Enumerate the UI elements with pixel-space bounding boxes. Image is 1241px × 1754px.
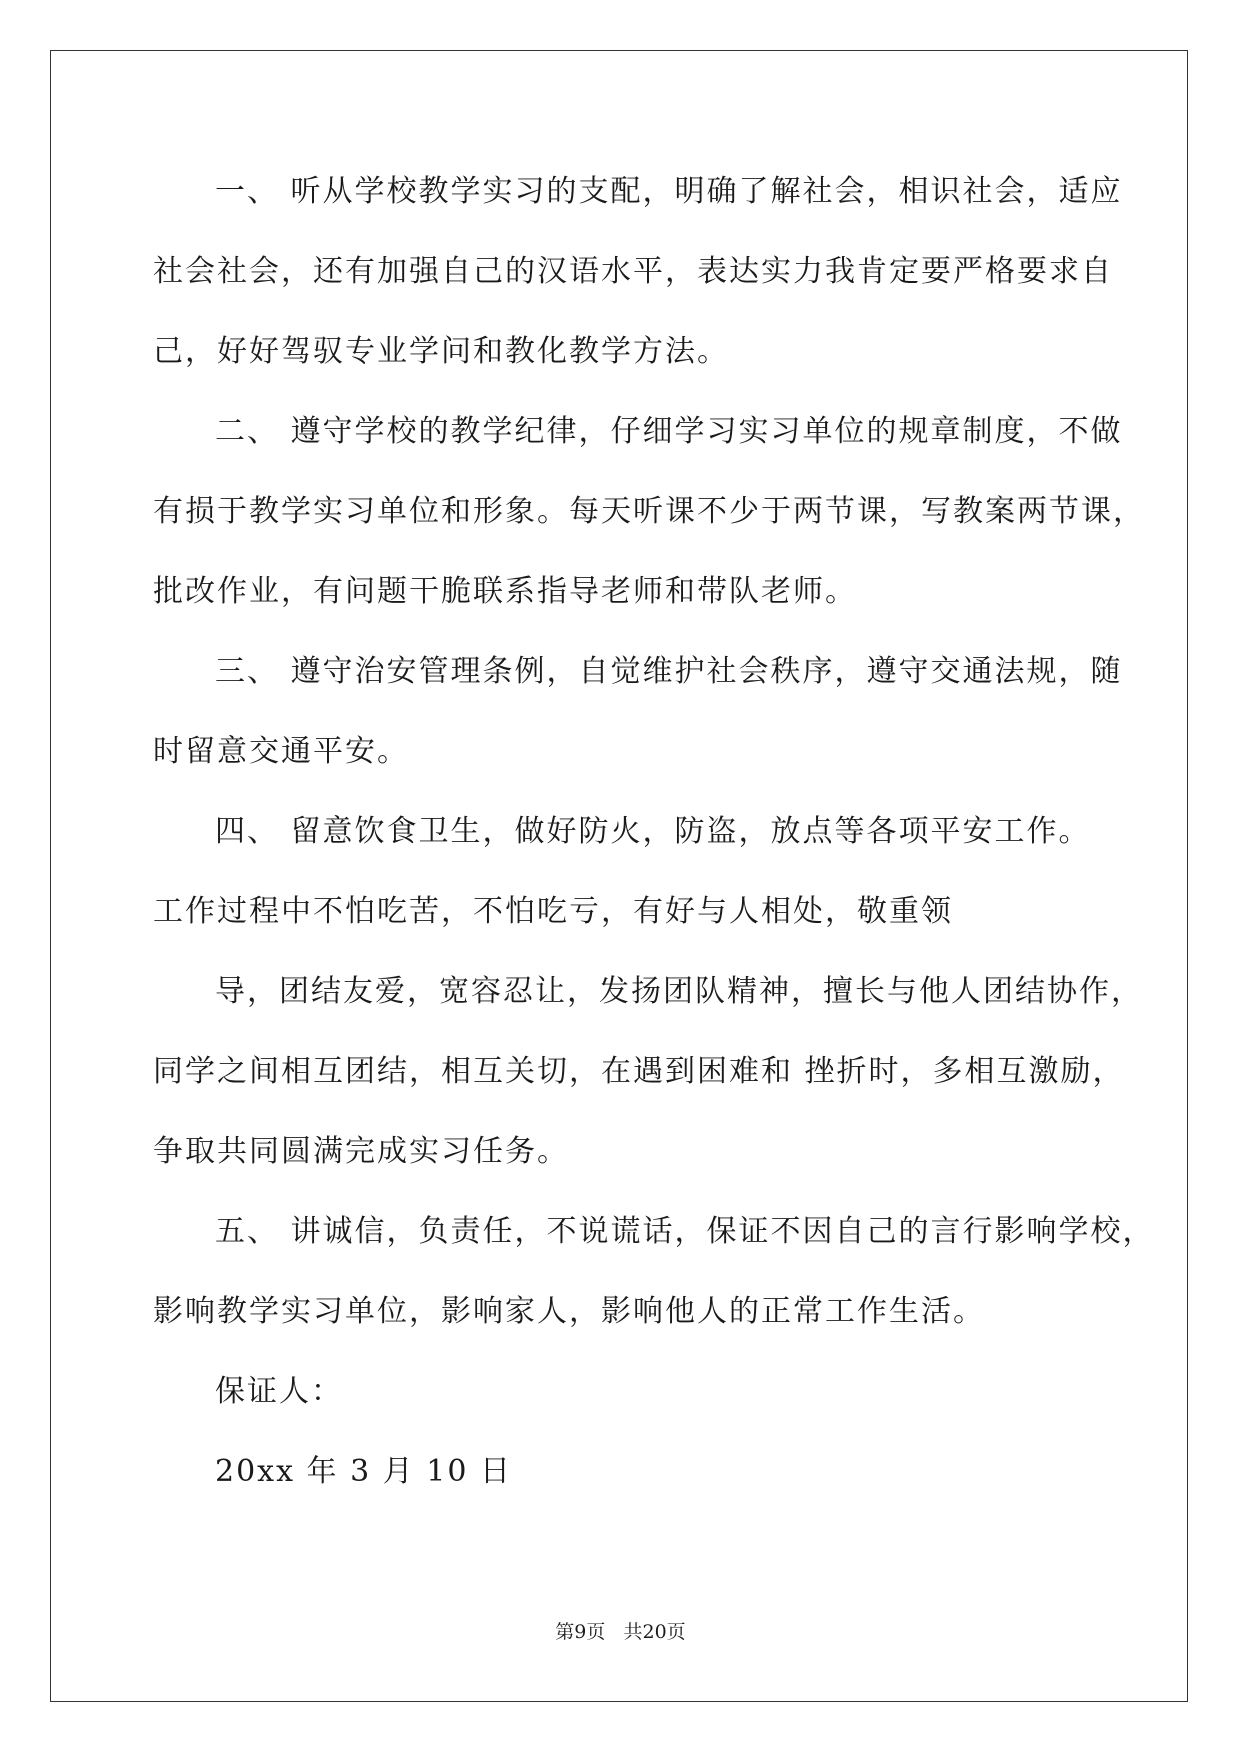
paragraph-6-line-2: 影响教学实习单位，影响家人，影响他人的正常工作生活。 <box>153 1294 985 1329</box>
paragraph-2-line-1: 二、 遵守学校的教学纪律，仔细学习实习单位的规章制度，不做 <box>215 414 1123 449</box>
paragraph-3-line-2: 时留意交通平安。 <box>153 734 409 769</box>
paragraph-5-line-2: 同学之间相互团结，相互关切，在遇到困难和 挫折时，多相互激励， <box>153 1054 1125 1089</box>
paragraph-2-line-3: 批改作业，有问题干脆联系指导老师和带队老师。 <box>153 574 857 609</box>
document-date: 20xx 年 3 月 10 日 <box>215 1454 512 1489</box>
paragraph-1-line-3: 己，好好驾驭专业学问和教化教学方法。 <box>153 334 729 369</box>
paragraph-1-line-1: 一、 听从学校教学实习的支配，明确了解社会，相识社会，适应 <box>215 174 1123 209</box>
guarantor-label: 保证人： <box>215 1374 343 1409</box>
paragraph-3-line-1: 三、 遵守治安管理条例，自觉维护社会秩序，遵守交通法规，随 <box>215 654 1123 689</box>
paragraph-4-line-1: 四、 留意饮食卫生，做好防火，防盗，放点等各项平安工作。 <box>215 814 1091 849</box>
paragraph-2-line-2: 有损于教学实习单位和形象。每天听课不少于两节课，写教案两节课， <box>153 494 1145 529</box>
paragraph-5-line-3: 争取共同圆满完成实习任务。 <box>153 1134 569 1169</box>
page-number-footer: 第9页 共20页 <box>555 1621 686 1643</box>
paragraph-6-line-1: 五、 讲诚信，负责任，不说谎话，保证不因自己的言行影响学校， <box>215 1214 1155 1249</box>
paragraph-5-line-1: 导，团结友爱，宽容忍让，发扬团队精神，擅长与他人团结协作， <box>215 974 1143 1009</box>
paragraph-1-line-2: 社会社会，还有加强自己的汉语水平，表达实力我肯定要严格要求自 <box>153 254 1113 289</box>
paragraph-4-line-2: 工作过程中不怕吃苦，不怕吃亏，有好与人相处，敬重领 <box>153 894 953 929</box>
